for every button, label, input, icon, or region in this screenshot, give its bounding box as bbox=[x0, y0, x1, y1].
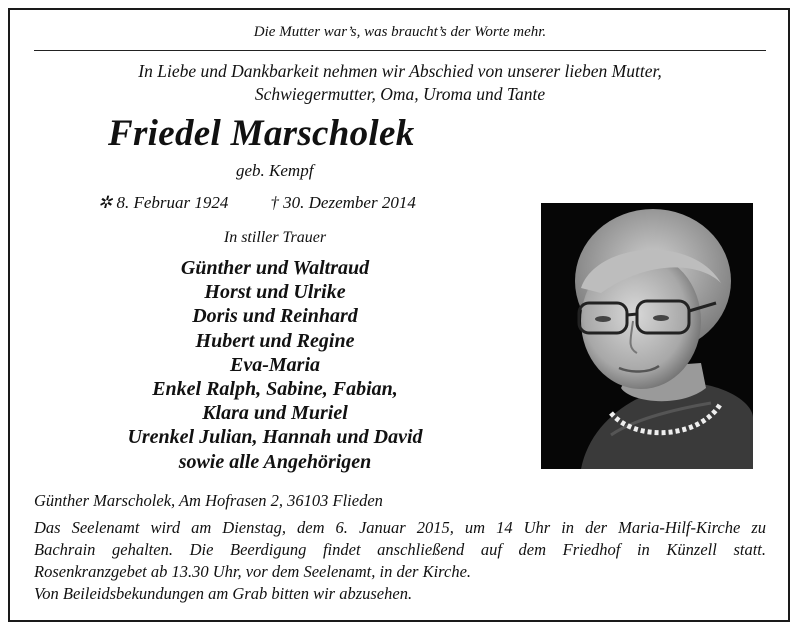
mourner-line: Eva-Maria bbox=[230, 353, 320, 376]
intro-text bbox=[0, 60, 800, 106]
divider-line bbox=[34, 50, 766, 51]
birth-name: geb. Kempf bbox=[236, 161, 314, 180]
info-line: Das Seelenamt wird am Dienstag, dem 6. Januar 2015, um 14 Uhr in der Maria-Hilf-Kirche zu bbox=[34, 518, 766, 537]
mourner-line: Horst und Ulrike bbox=[204, 281, 346, 304]
mourner-line: sowie alle Angehörigen bbox=[178, 450, 372, 473]
death-date: † 30. Dezember 2014 bbox=[270, 193, 416, 212]
life-dates bbox=[98, 193, 416, 213]
service-info bbox=[34, 517, 766, 605]
portrait-illustration bbox=[541, 203, 753, 469]
deceased-name: Friedel Marscholek bbox=[108, 113, 415, 154]
mourner-line: Doris und Reinhard bbox=[192, 305, 358, 328]
mourner-line: Hubert und Regine bbox=[195, 329, 355, 352]
mourner-line: Klara und Muriel bbox=[202, 402, 348, 425]
intro-line: In Liebe und Dankbarkeit nehmen wir Abschied von unserer lieben Mutter, bbox=[138, 61, 662, 81]
contact-address: Günther Marscholek, Am Hofrasen 2, 36103 Flieden bbox=[34, 491, 383, 510]
birth-date: ✲ 8. Februar 1924 bbox=[98, 193, 229, 212]
portrait-photo bbox=[541, 203, 753, 469]
mourning-intro: In stiller Trauer bbox=[223, 229, 327, 246]
intro-line: Schwiegermutter, Oma, Uroma und Tante bbox=[254, 84, 546, 104]
info-line: Von Beileidsbekundungen am Grab bitten wir abzusehen. bbox=[34, 584, 413, 603]
mourner-line: Urenkel Julian, Hannah und David bbox=[127, 426, 423, 449]
info-line: Rosenkranzgebet ab 13.30 Uhr, vor dem Seelenamt, in der Kirche. bbox=[34, 562, 472, 581]
mourner-line: Enkel Ralph, Sabine, Fabian, bbox=[152, 378, 398, 401]
mourners-list bbox=[0, 256, 550, 474]
mourner-line: Günther und Waltraud bbox=[180, 257, 370, 279]
info-line: Bachrain gehalten. Die Beerdigung findet anschließend auf dem Friedhof in Künzell statt. bbox=[34, 540, 766, 559]
motto: Die Mutter war’s, was braucht’s der Worte mehr. bbox=[253, 24, 547, 40]
